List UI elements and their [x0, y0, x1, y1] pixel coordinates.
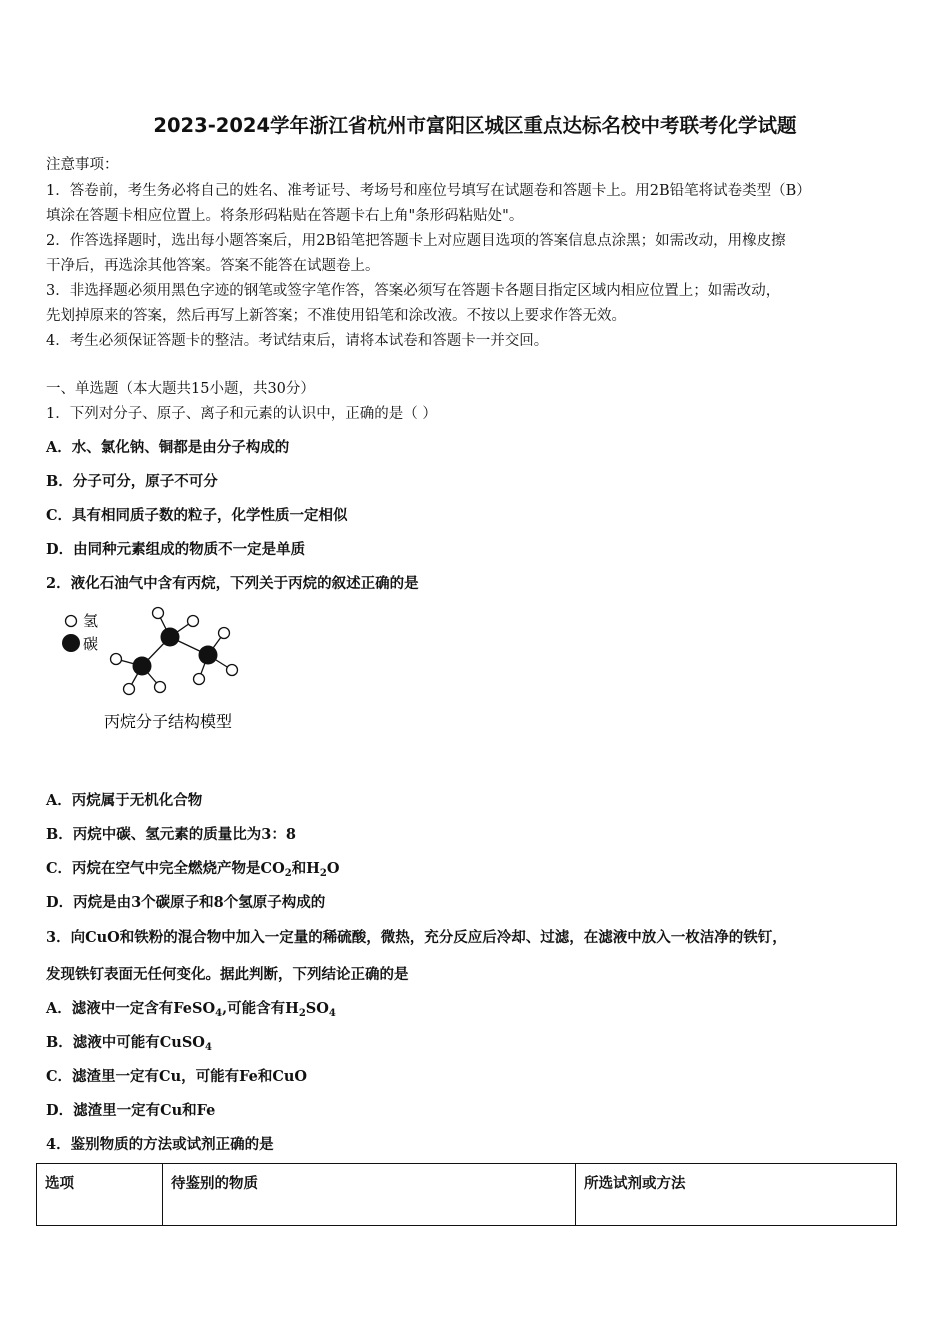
notice-line-3: 2．作答选择题时，选出每小题答案后，用2B铅笔把答题卡上对应题目选项的答案信息点涂黑；如需改动，用橡皮擦 — [46, 233, 786, 249]
legend-hydrogen-label: 氢 — [83, 612, 99, 630]
diagram-caption: 丙烷分子结构模型 — [104, 712, 233, 731]
table-header-method: 所选试剂或方法 — [576, 1164, 897, 1226]
q3-option-a: A．滤液中一定含有FeSO$_4$,可能含有$H_2SO_4$ — [46, 1000, 336, 1019]
notice-line-1: 1．答卷前，考生务必将自己的姓名、准考证号、考场号和座位号填写在试题卷和答题卡上。用2B铅笔将试卷类型（B） — [46, 183, 811, 199]
q4-stem: 4．鉴别物质的方法或试剂正确的是 — [46, 1136, 274, 1153]
q2-option-d: D．丙烷是由3个碳原子和8个氢原子构成的 — [46, 894, 326, 911]
legend-hydrogen-atom — [66, 616, 77, 627]
table-header-option: 选项 — [37, 1164, 163, 1226]
q3-stem-line-2: 发现铁钉表面无任何变化。据此判断，下列结论正确的是 — [46, 966, 409, 983]
q1-option-d: D．由同种元素组成的物质不一定是单质 — [46, 541, 306, 558]
q3-stem-line-1: 3．向CuO和铁粉的混合物中加入一定量的稀硫酸，微热，充分反应后冷却、过滤，在滤液中放入一枚洁净的铁钉， — [46, 929, 787, 946]
notice-line-2: 填涂在答题卡相应位置上。将条形码粘贴在答题卡右上角"条形码粘贴处"。 — [46, 208, 524, 224]
q1-option-a: A．水、氯化钠、铜都是由分子构成的 — [46, 439, 290, 456]
q3-option-d: D．滤渣里一定有Cu和Fe — [46, 1102, 216, 1119]
q2-option-c: C．丙烷在空气中完全燃烧产物是$CO_2$和$H_2O$ — [46, 860, 340, 879]
section-heading: 一、单选题（本大题共15小题，共30分） — [46, 381, 315, 397]
notice-line-6: 先划掉原来的答案，然后再写上新答案；不准使用铅笔和涂改液。不按以上要求作答无效。 — [46, 308, 626, 324]
q1-stem: 1．下列对分子、原子、离子和元素的认识中，正确的是（ ） — [46, 406, 437, 422]
table-header-row — [37, 1164, 897, 1226]
q1-option-c: C．具有相同质子数的粒子，化学性质一定相似 — [46, 507, 348, 524]
legend-carbon-label: 碳 — [83, 635, 99, 653]
q2-option-b: B．丙烷中碳、氢元素的质量比为3：8 — [46, 826, 296, 843]
table-header-substances: 待鉴别的物质 — [163, 1164, 576, 1226]
q2-option-a: A．丙烷属于无机化合物 — [46, 792, 203, 809]
q3-option-c: C．滤渣里一定有Cu，可能有Fe和CuO — [46, 1068, 308, 1085]
q3-option-b: B．滤液中可能有CuSO$_4$ — [46, 1034, 212, 1053]
propane-model-svg — [56, 600, 256, 740]
notice-line-4: 干净后，再选涂其他答案。答案不能答在试题卷上。 — [46, 258, 380, 274]
propane-model-diagram — [56, 600, 256, 740]
q1-option-b: B．分子可分，原子不可分 — [46, 473, 218, 490]
notice-line-7: 4．考生必须保证答题卡的整洁。考试结束后，请将本试卷和答题卡一并交回。 — [46, 333, 549, 349]
carbon-atoms — [133, 628, 218, 676]
notice-line-5: 3．非选择题必须用黑色字迹的钢笔或签字笔作答，答案必须写在答题卡各题目指定区域内相应位置上；如需改动， — [46, 283, 781, 299]
q4-table — [36, 1163, 897, 1226]
notice-heading: 注意事项： — [46, 157, 119, 173]
q2-stem: 2．液化石油气中含有丙烷，下列关于丙烷的叙述正确的是 — [46, 575, 419, 592]
page-title: 2023-2024学年浙江省杭州市富阳区城区重点达标名校中考联考化学试题 — [153, 114, 797, 137]
hydrogen-atoms — [111, 608, 238, 695]
legend-carbon-atom — [62, 634, 80, 652]
